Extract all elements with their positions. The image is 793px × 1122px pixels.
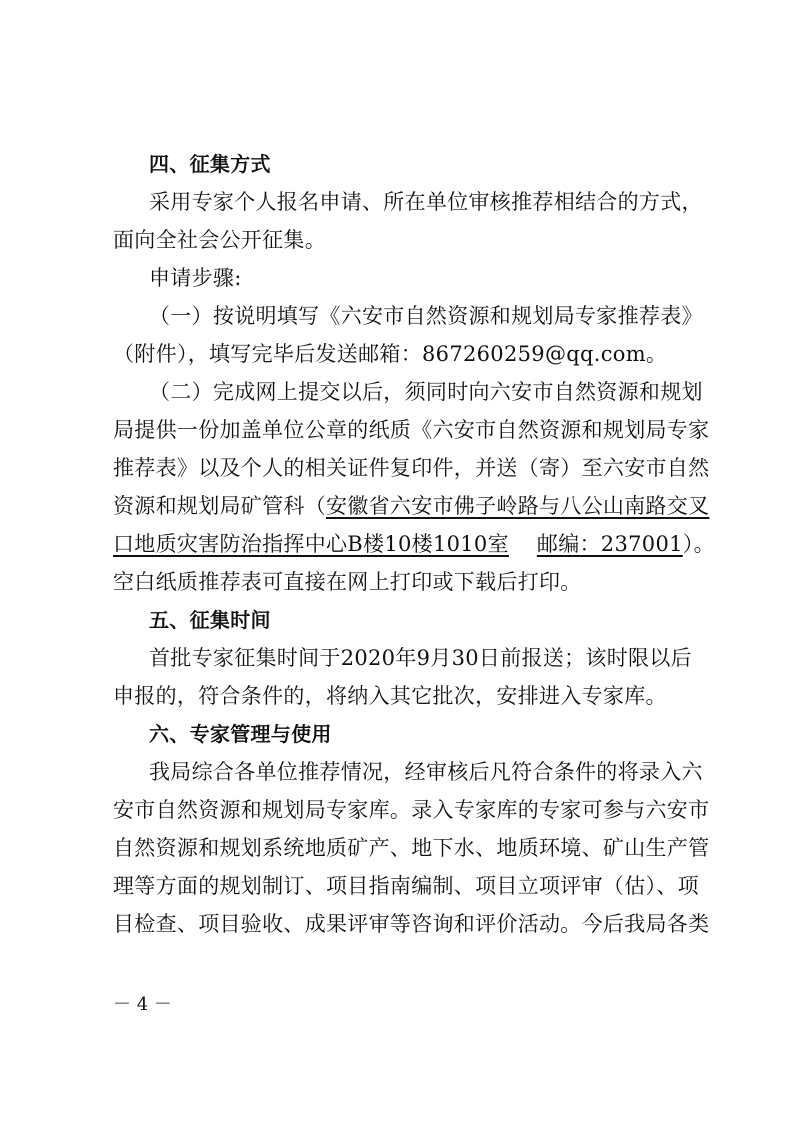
step-2-line: 推荐表》以及个人的相关证件复印件，并送（寄）至六安市自然 bbox=[113, 456, 710, 480]
section-6-paragraph-line: 自然资源和规划系统地质矿产、地下水、地质环境、矿山生产管 bbox=[113, 836, 710, 860]
section-6-paragraph-line: 理等方面的规划制订、项目指南编制、项目立项评审（估）、项 bbox=[113, 874, 699, 898]
postal-code: 邮编：237001 bbox=[536, 532, 683, 556]
address-underlined bbox=[113, 532, 683, 556]
page-number: － 4 － bbox=[113, 994, 172, 1015]
step-2-text: 资源和规划局矿管科（ bbox=[113, 494, 326, 518]
section-6-heading: 六、专家管理与使用 bbox=[149, 722, 332, 746]
step-1-line: （附件），填写完毕后发送邮箱：867260259@qq.com。 bbox=[113, 342, 668, 366]
address-text: 口地质灾害防治指挥中心B楼10楼1010室 bbox=[113, 532, 509, 556]
section-5-paragraph-line: 首批专家征集时间于2020年9月30日前报送；该时限以后 bbox=[149, 646, 692, 670]
section-4-heading: 四、征集方式 bbox=[149, 152, 271, 176]
step-2-line: 局提供一份加盖单位公章的纸质《六安市自然资源和规划局专家 bbox=[113, 418, 710, 442]
step-2-line bbox=[113, 490, 710, 522]
step-2-line bbox=[113, 528, 715, 560]
step-2-line: 空白纸质推荐表可直接在网上打印或下载后打印。 bbox=[113, 570, 582, 594]
steps-label: 申请步骤: bbox=[149, 266, 242, 290]
section-6-paragraph-line: 安市自然资源和规划局专家库。录入专家库的专家可参与六安市 bbox=[113, 798, 710, 822]
step-1-line: （一）按说明填写《六安市自然资源和规划局专家推荐表》 bbox=[149, 304, 703, 328]
step-2-line: （二）完成网上提交以后，须同时向六安市自然资源和规划 bbox=[149, 380, 703, 404]
address-underlined: 安徽省六安市佛子岭路与八公山南路交叉 bbox=[326, 494, 710, 518]
step-2-text: ）。 bbox=[682, 532, 715, 556]
section-5-paragraph-line: 申报的，符合条件的，将纳入其它批次，安排进入专家库。 bbox=[113, 684, 667, 708]
section-5-heading: 五、征集时间 bbox=[149, 608, 271, 632]
section-4-paragraph-line: 采用专家个人报名申请、所在单位审核推荐相结合的方式， bbox=[149, 190, 703, 214]
section-6-paragraph-line: 目检查、项目验收、成果评审等咨询和评价活动。今后我局各类 bbox=[113, 912, 710, 936]
section-4-paragraph-line: 面向全社会公开征集。 bbox=[113, 228, 326, 252]
section-6-paragraph-line: 我局综合各单位推荐情况，经审核后凡符合条件的将录入六 bbox=[149, 760, 703, 784]
